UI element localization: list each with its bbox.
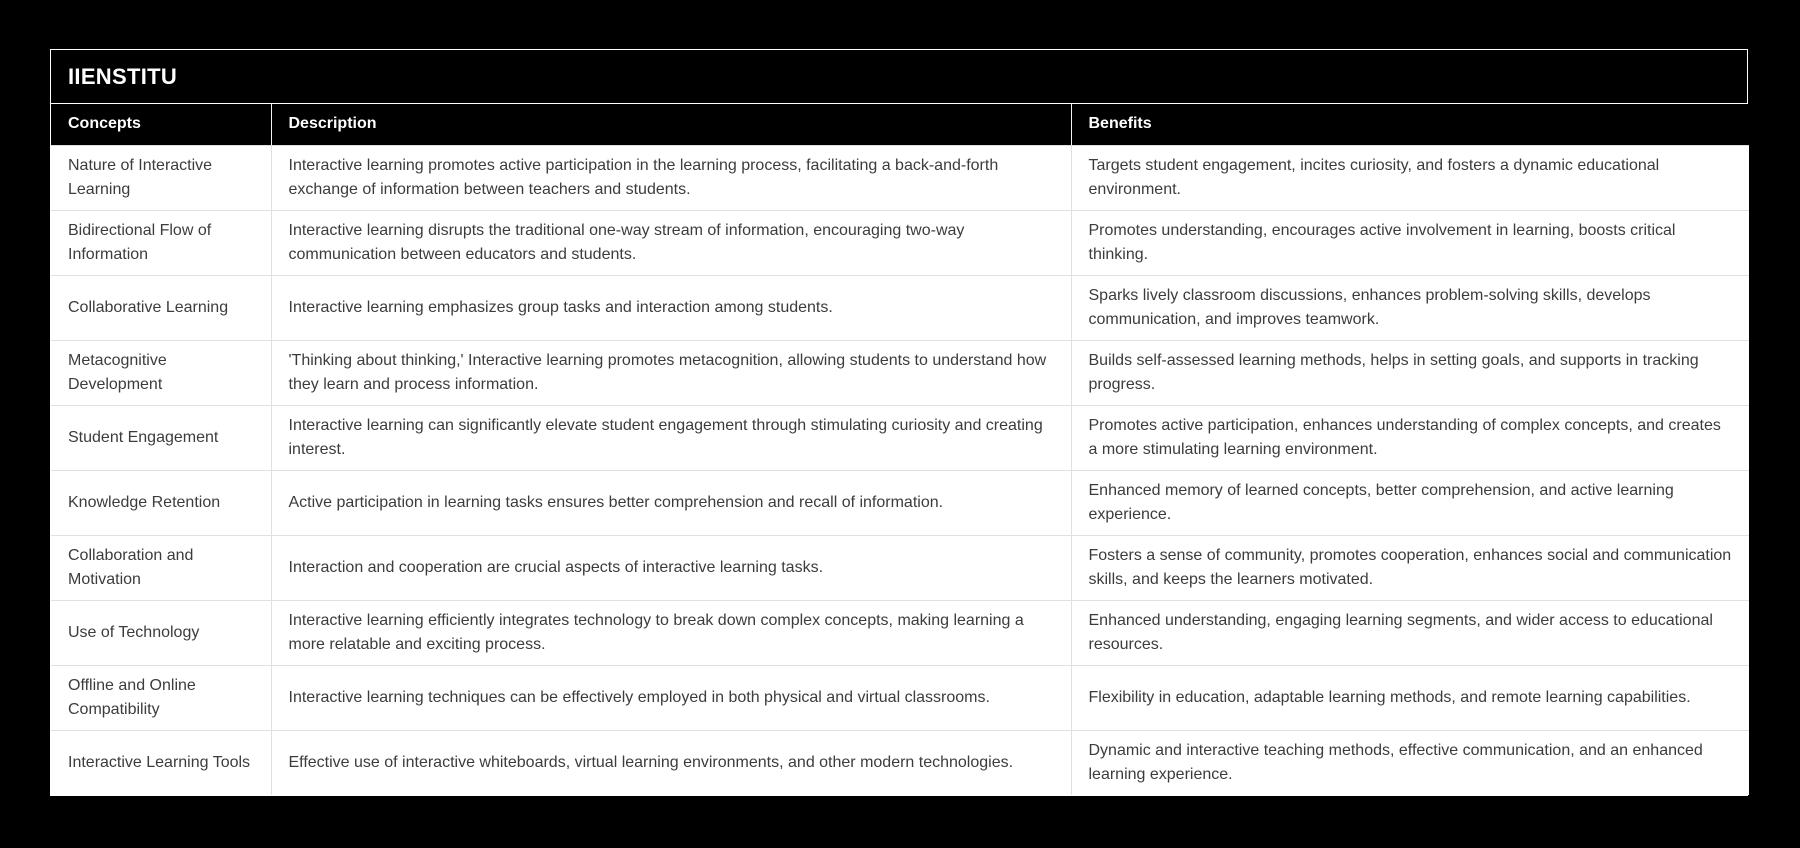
concepts-table bbox=[51, 104, 1749, 795]
description-cell: 'Thinking about thinking,' Interactive learning promotes metacognition, allowing students to understand how they learn and process information. bbox=[271, 340, 1071, 405]
description-cell: Interaction and cooperation are crucial aspects of interactive learning tasks. bbox=[271, 535, 1071, 600]
concept-cell: Student Engagement bbox=[51, 405, 271, 470]
benefits-cell: Promotes active participation, enhances understanding of complex concepts, and creates a more stimulating learning environment. bbox=[1071, 405, 1749, 470]
concept-cell: Offline and Online Compatibility bbox=[51, 665, 271, 730]
table-row bbox=[51, 405, 1749, 470]
title-bar bbox=[51, 50, 1747, 104]
concept-cell: Interactive Learning Tools bbox=[51, 730, 271, 795]
table-row bbox=[51, 275, 1749, 340]
table-row bbox=[51, 665, 1749, 730]
table-header bbox=[51, 104, 1749, 145]
benefits-cell: Enhanced understanding, engaging learning segments, and wider access to educational resources. bbox=[1071, 600, 1749, 665]
benefits-cell: Builds self-assessed learning methods, helps in setting goals, and supports in tracking progress. bbox=[1071, 340, 1749, 405]
column-header-benefits: Benefits bbox=[1071, 104, 1749, 145]
description-cell: Active participation in learning tasks ensures better comprehension and recall of information. bbox=[271, 470, 1071, 535]
description-cell: Interactive learning can significantly elevate student engagement through stimulating curiosity and creating interest. bbox=[271, 405, 1071, 470]
benefits-cell: Promotes understanding, encourages active involvement in learning, boosts critical thinking. bbox=[1071, 210, 1749, 275]
table-row bbox=[51, 145, 1749, 210]
concept-cell: Knowledge Retention bbox=[51, 470, 271, 535]
benefits-cell: Fosters a sense of community, promotes cooperation, enhances social and communication skills, and keeps the learners motivated. bbox=[1071, 535, 1749, 600]
benefits-cell: Dynamic and interactive teaching methods, effective communication, and an enhanced learning experience. bbox=[1071, 730, 1749, 795]
table-header-row bbox=[51, 104, 1749, 145]
benefits-cell: Sparks lively classroom discussions, enhances problem-solving skills, develops communication, and improves teamwork. bbox=[1071, 275, 1749, 340]
page-title: IIENSTITU bbox=[68, 63, 178, 89]
table-row bbox=[51, 470, 1749, 535]
benefits-cell: Enhanced memory of learned concepts, better comprehension, and active learning experience. bbox=[1071, 470, 1749, 535]
description-cell: Effective use of interactive whiteboards, virtual learning environments, and other modern technologies. bbox=[271, 730, 1071, 795]
table-row bbox=[51, 730, 1749, 795]
description-cell: Interactive learning efficiently integrates technology to break down complex concepts, making learning a more relatable and exciting process. bbox=[271, 600, 1071, 665]
description-cell: Interactive learning techniques can be effectively employed in both physical and virtual classrooms. bbox=[271, 665, 1071, 730]
concept-cell: Bidirectional Flow of Information bbox=[51, 210, 271, 275]
description-cell: Interactive learning emphasizes group tasks and interaction among students. bbox=[271, 275, 1071, 340]
content-card bbox=[50, 49, 1748, 796]
table-row bbox=[51, 340, 1749, 405]
table-body bbox=[51, 145, 1749, 795]
concept-cell: Collaboration and Motivation bbox=[51, 535, 271, 600]
table-row bbox=[51, 600, 1749, 665]
table-row bbox=[51, 535, 1749, 600]
concept-cell: Metacognitive Development bbox=[51, 340, 271, 405]
concept-cell: Nature of Interactive Learning bbox=[51, 145, 271, 210]
concept-cell: Collaborative Learning bbox=[51, 275, 271, 340]
column-header-description: Description bbox=[271, 104, 1071, 145]
concept-cell: Use of Technology bbox=[51, 600, 271, 665]
description-cell: Interactive learning promotes active participation in the learning process, facilitating a back-and-forth exchange of information between teachers and students. bbox=[271, 145, 1071, 210]
table-row bbox=[51, 210, 1749, 275]
description-cell: Interactive learning disrupts the traditional one-way stream of information, encouraging two-way communication between educators and students. bbox=[271, 210, 1071, 275]
column-header-concepts: Concepts bbox=[51, 104, 271, 145]
benefits-cell: Flexibility in education, adaptable learning methods, and remote learning capabilities. bbox=[1071, 665, 1749, 730]
benefits-cell: Targets student engagement, incites curiosity, and fosters a dynamic educational environment. bbox=[1071, 145, 1749, 210]
